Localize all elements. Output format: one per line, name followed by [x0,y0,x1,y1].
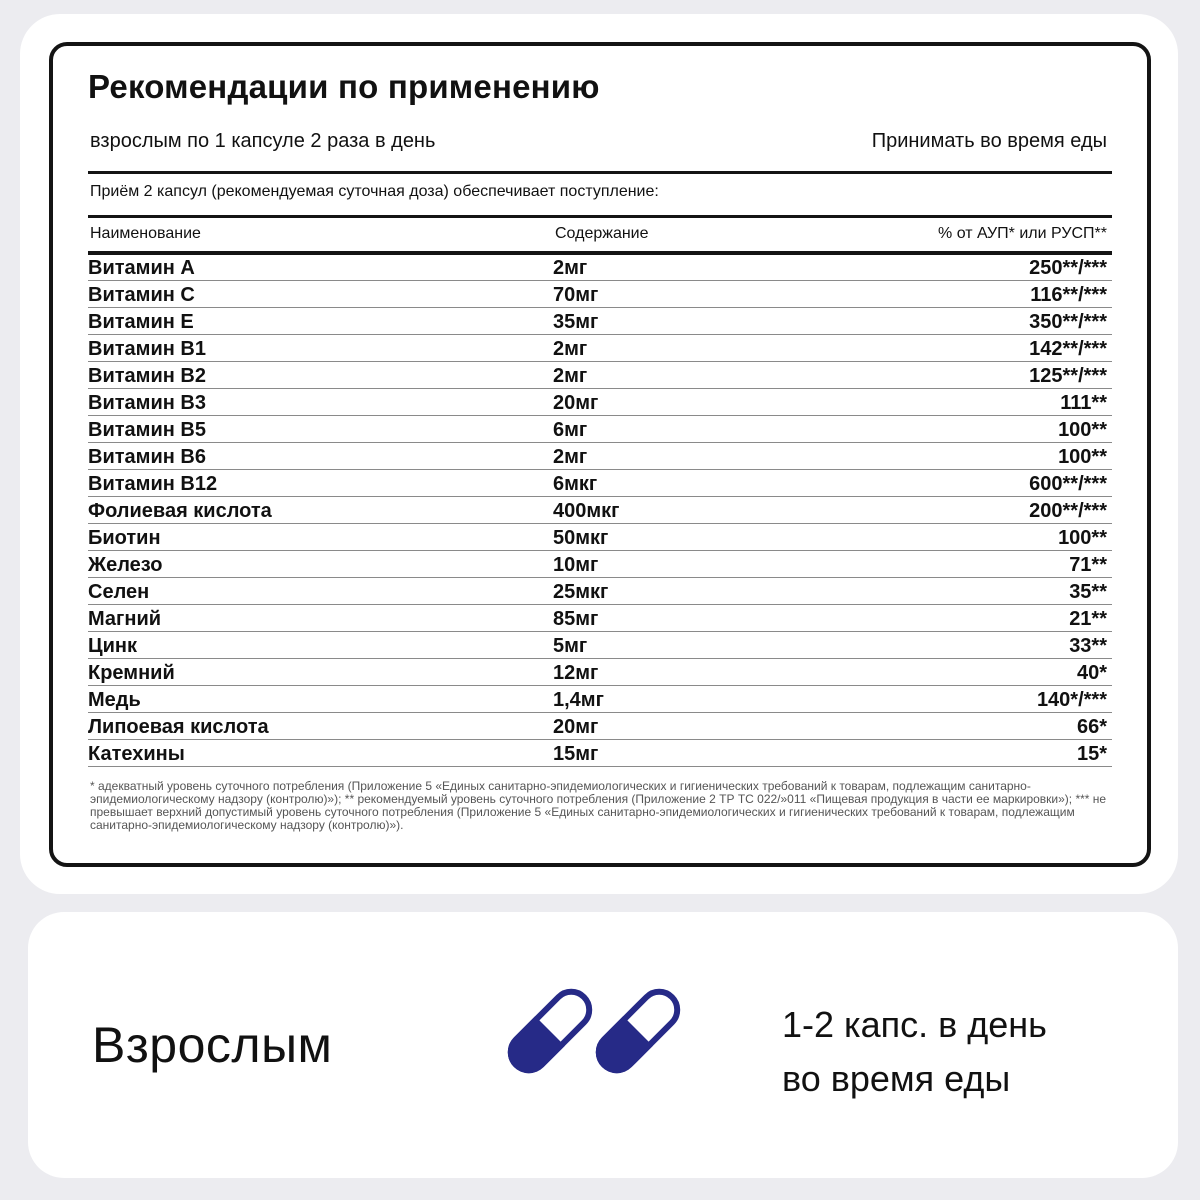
nutrient-percent: 600**/*** [1029,473,1107,495]
table-row [88,443,1112,470]
table-row [88,254,1112,281]
nutrient-percent: 40* [1076,662,1107,684]
dosage-line: во время еды [782,1058,1011,1099]
nutrient-percent: 35** [1069,581,1107,603]
nutrient-amount: 50мкг [553,527,609,549]
nutrient-amount: 10мг [553,554,599,576]
nutrient-name: Витамин Е [88,311,194,333]
table-row [88,605,1112,632]
nutrient-amount: 15мг [553,743,599,765]
nutrient-amount: 1,4мг [553,689,604,711]
timing-text: Принимать во время еды [871,130,1107,152]
dose-text: взрослым по 1 капсуле 2 раза в день [90,130,436,152]
column-header-percent: % от АУП* или РУСП** [938,225,1107,242]
nutrient-percent: 15* [1076,743,1107,765]
nutrient-percent: 71** [1069,554,1107,576]
nutrient-percent: 125**/*** [1029,365,1107,387]
nutrient-amount: 20мг [553,716,599,738]
divider [88,171,1112,174]
nutrient-name: Витамин В3 [88,392,206,414]
nutrient-name: Витамин В5 [88,419,206,441]
nutrient-amount: 2мг [553,446,588,468]
nutrient-amount: 35мг [553,311,599,333]
table-row [88,551,1112,578]
capsule-icon [499,986,599,1076]
dosage-text [782,998,1047,1106]
nutrient-name: Витамин В6 [88,446,206,468]
nutrient-name: Витамин В1 [88,338,206,360]
table-row [88,632,1112,659]
nutrient-percent: 33** [1069,635,1107,657]
column-header-name: Наименование [90,225,201,242]
nutrient-percent: 142**/*** [1029,338,1107,360]
nutrient-name: Кремний [88,662,175,684]
nutrient-amount: 2мг [553,365,588,387]
table-row [88,308,1112,335]
dosage-line: 1-2 капс. в день [782,1004,1047,1045]
table-row [88,524,1112,551]
nutrient-name: Магний [88,608,162,630]
nutrient-percent: 350**/*** [1029,311,1107,333]
page-title: Рекомендации по применению [88,68,600,105]
nutrient-name: Железо [88,554,163,576]
audience-label: Взрослым [92,1017,333,1073]
nutrient-name: Витамин А [88,257,195,279]
nutrient-name: Фолиевая кислота [88,500,272,522]
nutrient-percent: 140*/*** [1036,689,1107,711]
nutrient-percent: 66* [1076,716,1107,738]
nutrient-name: Витамин С [88,284,195,306]
nutrient-percent: 100** [1058,446,1107,468]
divider [88,215,1112,218]
intro-text: Приём 2 капсул (рекомендуемая суточная доза) обеспечивает поступление: [90,183,659,200]
table-row [88,416,1112,443]
nutrient-name: Липоевая кислота [88,716,269,738]
table-row [88,470,1112,497]
table-row [88,335,1112,362]
table-row [88,497,1112,524]
nutrient-amount: 20мг [553,392,599,414]
nutrient-amount: 70мг [553,284,599,306]
nutrient-amount: 6мг [553,419,588,441]
nutrient-name: Витамин В12 [88,473,218,495]
table-row [88,389,1112,416]
nutrient-amount: 5мг [553,635,588,657]
nutrient-amount: 2мг [553,338,588,360]
nutrient-amount: 2мг [553,257,588,279]
nutrient-percent: 250**/*** [1029,257,1107,279]
nutrient-table [88,254,1112,767]
nutrient-amount: 12мг [553,662,599,684]
nutrient-name: Цинк [88,635,137,657]
nutrient-percent: 116**/*** [1030,284,1107,306]
nutrient-amount: 400мкг [553,500,620,522]
nutrient-percent: 21** [1069,608,1107,630]
nutrient-name: Витамин В2 [88,365,206,387]
table-row [88,659,1112,686]
table-row [88,281,1112,308]
capsules-icon [498,986,698,1076]
capsule-icon [587,986,687,1076]
nutrient-percent: 100** [1058,419,1107,441]
table-row [88,713,1112,740]
nutrient-name: Селен [88,581,150,603]
nutrient-percent: 100** [1058,527,1107,549]
column-header-content: Содержание [555,225,649,242]
nutrient-amount: 85мг [553,608,599,630]
nutrient-amount: 6мкг [553,473,598,495]
nutrient-name: Биотин [88,527,161,549]
nutrient-name: Медь [88,689,141,711]
nutrient-amount: 25мкг [553,581,609,603]
table-row [88,362,1112,389]
nutrient-percent: 111** [1060,392,1107,414]
footnote: * адекватный уровень суточного потребления (Приложение 5 «Единых санитарно-эпидемиологических и гигиенических требований к товарам, подлежащим санитарно-эпидемиологическому надзору (контролю)»); ** рекомендуемый уровень суточного потребления (Приложение 2 ТР ТС 022/»011 «Пищевая продукция в части ее маркировки»); *** не превышает верхний допустимый уровень суточного потребления (Приложение 5 «Единых санитарно-эпидемиологических и гигиенических требований к товарам, подлежащим санитарно-эпидемиологическому надзору (контролю)»). [90,779,1107,832]
table-row [88,686,1112,713]
table-row [88,740,1112,767]
nutrient-name: Катехины [88,743,185,765]
nutrient-percent: 200**/*** [1029,500,1107,522]
table-row [88,578,1112,605]
